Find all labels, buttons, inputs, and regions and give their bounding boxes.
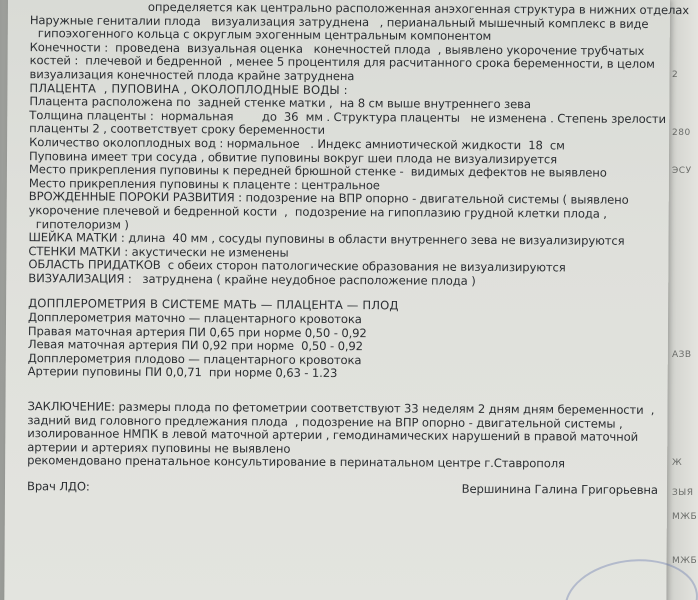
edge-mark: ЗЫЯ — [672, 488, 694, 498]
report-line: ВИЗУАЛИЗАЦИЯ : затруднена ( крайне неудобное расположение плода ) — [28, 271, 476, 288]
report-line: Количество околоплодных вод : нормальное . Индекс амниотической жидкости 18 см — [29, 135, 565, 153]
doppler-line: Допплерометрия маточно — плацентарного кровотока — [27, 310, 362, 327]
section-heading-placenta: ПЛАЦЕНТА , ПУПОВИНА , ОКОЛОПЛОДНЫЕ ВОДЫ : — [29, 80, 348, 97]
report-line: Плацента расположена по задней стенке матки , на 8 см выше внутреннего зева — [29, 94, 531, 112]
report-line: гипоэхогенного кольца с округлым эхогенным центральным компонентом — [37, 26, 492, 44]
conclusion-line: рекомендовано пренатальное консультирование в перинатальном центре г.Ставрополя — [27, 453, 565, 471]
report-line: Конечности : проведена визуальная оценка конечностей плода , выявлено укорочение трубчатых — [29, 39, 645, 58]
conclusion-line: задний вид головного предлежания плода , подозрение на ВПР опорно - двигательной системы , — [27, 412, 623, 431]
report-line: СТЕНКИ МАТКИ : акустически не изменены — [28, 243, 289, 260]
conclusion-line: изолированное НМПК в левой маточной артерии , гемодинамических нарушений в правой маточной — [27, 426, 639, 445]
doppler-line: Правая маточная артерия ПИ 0,65 при норме 0,50 - 0,92 — [27, 323, 367, 340]
signature-line — [27, 480, 667, 498]
report-line: визуализация конечностей плода крайне затруднена — [29, 67, 355, 84]
edge-mark: ЭСУ — [672, 166, 692, 176]
report-line: ШЕЙКА МАТКИ : длина 40 мм , сосуды пуповины в области внутреннего зева не визуализируются — [28, 230, 625, 248]
conclusion-line: артерии и артериях пуповины не выявлено — [27, 439, 291, 456]
report-line: гипотелоризм ) — [28, 216, 129, 232]
doppler-line: Допплерометрия плодово — плацентарного кровотока — [27, 350, 362, 368]
report-line: Место прикрепления пуповины к плаценте : центральное — [28, 175, 380, 192]
edge-mark: МЖБ — [672, 556, 698, 566]
edge-mark: 2 — [672, 70, 679, 80]
edge-mark: Ж — [672, 458, 683, 468]
report-line: Место прикрепления пуповины к передней брюшной стенке - видимых дефектов не выявлено — [28, 162, 607, 180]
edge-mark: МЖБ — [672, 512, 698, 522]
edge-mark: 280 — [672, 128, 691, 138]
report-line: укорочение плечевой и бедренной кости , подозрение на гипоплазию грудной клетки плода , — [28, 203, 607, 221]
report-line: Пуповина имеет три сосуда , обвитие пуповины вокруг шеи плода не визуализируется — [28, 148, 558, 166]
report-line: ОБЛАСТЬ ПРИДАТКОВ с обеих сторон патологические образования не визуализируются — [28, 257, 566, 275]
doppler-heading: ДОППЛЕРОМЕТРИЯ В СИСТЕМЕ МАТЬ — ПЛАЦЕНТА — ПЛОД — [28, 296, 399, 313]
report-line: Толщина плаценты : нормальная до 36 мм . Структура плаценты не изменена . Степень зрелости — [29, 107, 667, 126]
doctor-label: Врач ЛДО: — [26, 479, 90, 494]
underlying-paper-edge — [665, 0, 698, 600]
conclusion-line: ЗАКЛЮЧЕНИЕ: размеры плода по фетометрии соответствуют 33 неделям 2 дням дням беременности , — [27, 399, 655, 417]
edge-mark: АЗВ — [672, 350, 692, 360]
doppler-line: Артерии пуповины ПИ 0,0,71 при норме 0,63 - 1.23 — [27, 364, 338, 381]
report-line: плаценты 2 , соответствует сроку беременности — [29, 121, 325, 138]
report-line: костей : плечевой и бедренной , менее 5 процентиля для расчитанного срока беременности, в целом — [29, 53, 655, 72]
report-line: ВРОЖДЕННЫЕ ПОРОКИ РАЗВИТИЯ : подозрение на ВПР опорно - двигательной системы ( выявлено — [28, 189, 629, 208]
doctor-name: Вершинина Галина Григорьевна — [461, 481, 658, 497]
report-line: определяется как центрально расположенная анэхогенная структура в нижних отделах — [147, 0, 690, 18]
doppler-line: Левая маточная артерия ПИ 0,92 при норме 0,50 - 0,92 — [27, 337, 364, 354]
report-line: Наружные гениталии плода визуализация затруднена , перианальный мышечный комплекс в виде — [29, 12, 649, 31]
